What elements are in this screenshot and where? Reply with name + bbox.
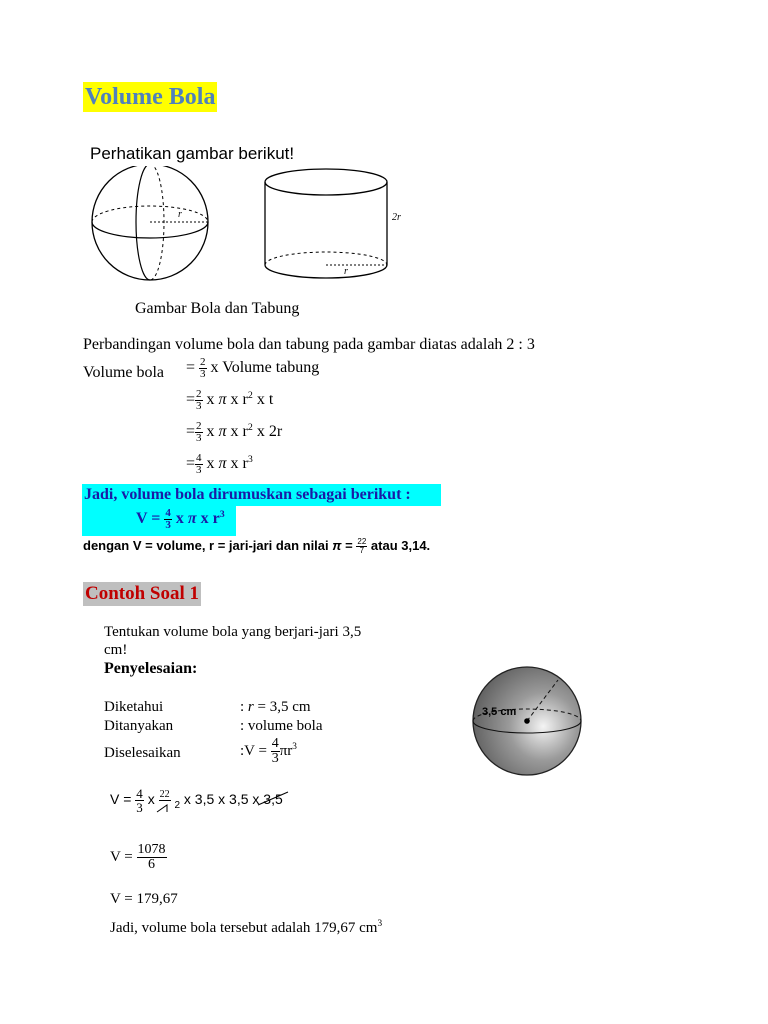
- example-heading: Contoh Soal 1: [85, 583, 200, 604]
- fraction: $\frac{2}{3}$: [196, 420, 202, 444]
- sphere-radius-label: r: [178, 209, 182, 220]
- fraction: $\frac{4}{3}$: [196, 452, 202, 476]
- known-label: Diketahui: [104, 699, 164, 715]
- derivation-line-3: = $\frac{2}{3}$ x π x $r^2$ x 2r: [186, 420, 283, 444]
- solved-formula: :V = $\frac{4}{3}$ $\pi r^3$: [240, 736, 297, 766]
- question-line-1: Tentukan volume bola yang berjari-jari 3,5: [104, 624, 362, 640]
- fraction: $\frac{4}{3}$: [271, 736, 279, 766]
- fraction: $\frac{1078}{6}$: [137, 842, 166, 872]
- cylinder-radius-label: r: [344, 266, 348, 277]
- derivation-line-1: = $\frac{2}{3}$ x Volume tabung: [186, 356, 320, 380]
- calc-line-3: V = 179,67: [110, 891, 178, 907]
- calc-line-1: V = $\frac{4}{3}$ x 22 $_2$ x 3,5 x 3,5 x 3,5: [110, 787, 283, 814]
- cylinder-drawing: [265, 169, 401, 278]
- formula-box: V = $\frac{4}{3}$ x π x $r^3$: [82, 506, 236, 536]
- sphere-cylinder-figure: [82, 166, 412, 298]
- equals-sign: =: [186, 359, 196, 377]
- final-answer: Jadi, volume bola tersebut adalah 179,67 $cm^3$: [110, 919, 383, 936]
- fraction: $\frac{2}{3}$: [200, 356, 206, 380]
- equals-sign: =: [186, 455, 196, 473]
- equals-sign: =: [186, 423, 196, 441]
- pi-symbol: π: [218, 423, 227, 441]
- solved-label: Diselesaikan: [104, 745, 181, 761]
- fraction: $\frac{2}{3}$: [196, 388, 202, 412]
- cancel-stroke: [155, 801, 175, 813]
- asked-label: Ditanyakan: [104, 718, 174, 734]
- solution-label: Penyelesaian:: [104, 660, 198, 677]
- cylinder-height-label: 2r: [392, 212, 401, 223]
- example-sphere: [470, 664, 584, 778]
- strike-through: [256, 789, 290, 809]
- pi-note: dengan V = volume, r = jari-jari dan nilai π = $\frac{22}{7}$ atau 3,14.: [83, 537, 431, 556]
- figure-caption: Gambar Bola dan Tabung: [135, 300, 300, 317]
- calc-line-2: V = $\frac{1078}{6}$: [110, 842, 166, 872]
- derivation-line-4: = $\frac{4}{3}$ x π x $r^3$: [186, 452, 253, 476]
- equals-sign: =: [186, 391, 196, 409]
- sphere-drawing: [92, 166, 208, 280]
- figure-heading: Perhatikan gambar berikut!: [90, 144, 295, 163]
- derivation-lhs: Volume bola: [83, 364, 165, 381]
- fraction: $\frac{4}{3}$: [136, 786, 143, 815]
- sphere-radius-label: 3,5 cm: [482, 706, 517, 718]
- fraction-pi: 22: [159, 790, 171, 811]
- pi-symbol: π: [332, 538, 342, 553]
- fraction: $\frac{4}{3}$: [165, 507, 171, 531]
- known-value: : r = 3,5 cm: [240, 699, 311, 715]
- pi-symbol: π: [218, 455, 227, 473]
- asked-value: : volume bola: [240, 718, 323, 734]
- pi-symbol: π: [187, 510, 197, 528]
- comparison-text: Perbandingan volume bola dan tabung pada gambar diatas adalah 2 : 3: [83, 336, 535, 353]
- conclusion-banner: Jadi, volume bola dirumuskan sebagai berikut :: [82, 484, 441, 506]
- pi-symbol: π: [218, 391, 227, 409]
- fraction: $\frac{22}{7}$: [357, 537, 367, 556]
- page-title: Volume Bola: [85, 84, 216, 110]
- question-line-2: cm!: [104, 642, 128, 658]
- derivation-line-2: = $\frac{2}{3}$ x π x $r^2$ x t: [186, 388, 274, 412]
